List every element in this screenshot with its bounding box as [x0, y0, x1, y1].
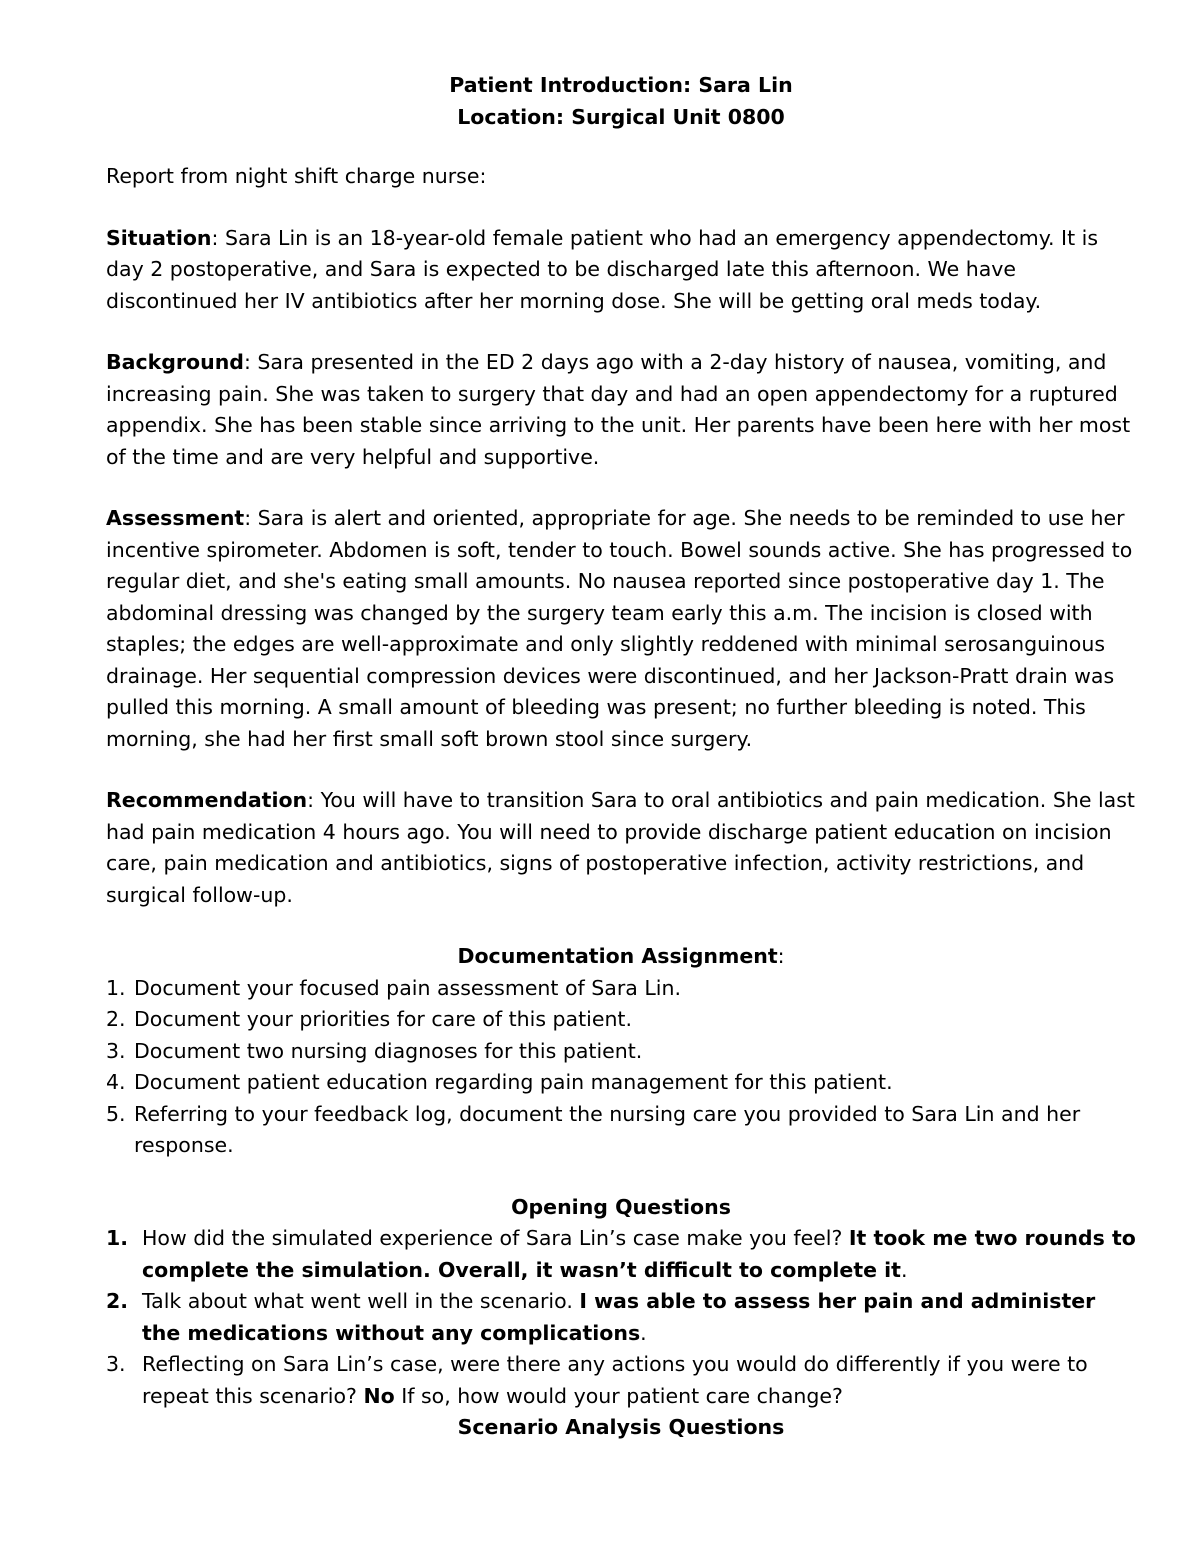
- assessment-text: : Sara is alert and oriented, appropriate for age. She needs to be reminded to use her incentive spirometer. Abdomen is soft, tender to touch. Bowel sounds active. She has progressed to regular diet, and she's eating small amounts. No nausea reported since postoperative day 1. The abdominal dressing was changed by the surgery team early this a.m. The incision is closed with staples; the edges are well-approximate and only slightly reddened with minimal serosanguinous drainage. Her sequential compression devices were discontinued, and her Jackson-Pratt drain was pulled this morning. A small amount of bleeding was present; no further bleeding is noted. This morning, she had her first small soft brown stool since surgery.: [106, 506, 1133, 751]
- situation-text: : Sara Lin is an 18-year-old female patient who had an emergency appendectomy. It is day 2 postoperative, and Sara is expected to be discharged late this afternoon. We have discontinued her IV antibiotics after her morning dose. She will be getting oral meds today.: [106, 225, 1098, 313]
- answer-text: I was able to assess her pain and administer the medications without any complications: [142, 1289, 1096, 1345]
- question-text: Reflecting on Sara Lin’s case, were there any actions you would do differently if you were to repeat this scenario?: [142, 1352, 1088, 1408]
- question-number: 3.: [106, 1352, 126, 1376]
- question-item: [106, 1286, 1136, 1349]
- list-item-text: Document patient education regarding pain management for this patient.: [134, 1070, 893, 1094]
- documentation-heading-text: Documentation Assignment: [457, 944, 778, 968]
- background-text: : Sara presented in the ED 2 days ago with a 2-day history of nausea, vomiting, and increasing pain. She was taken to surgery that day and had an open appendectomy for a ruptured appendix. She has been stable since arriving to the unit. Her parents have been here with her most of the time and are very helpful and supportive.: [106, 350, 1131, 469]
- title-value: : Sara Lin: [683, 73, 793, 97]
- list-item-text: Referring to your feedback log, document the nursing care you provided to Sara Lin and her response.: [134, 1101, 1081, 1157]
- list-item: [106, 1099, 1136, 1162]
- question-tail: .: [900, 1257, 908, 1282]
- list-item-number: 3.: [106, 1038, 126, 1063]
- background-label: Background: [106, 350, 244, 374]
- location-value: : Surgical Unit 0800: [555, 104, 785, 129]
- question-item: [106, 1349, 1136, 1412]
- list-item-text: Document your priorities for care of this patient.: [134, 1007, 632, 1031]
- recommendation-label: Recommendation: [106, 788, 308, 812]
- question-tail: If so, how would your patient care change?: [394, 1383, 843, 1408]
- answer-text: It took me two rounds to complete the simulation. Overall, it wasn’t difficult to complete it: [142, 1226, 1136, 1282]
- list-item-number: 1.: [106, 975, 126, 1000]
- report-intro: Report from night shift charge nurse:: [106, 164, 487, 188]
- documentation-list: [106, 973, 1136, 1162]
- answer-text: No: [363, 1383, 395, 1408]
- document-page: [106, 70, 1136, 1444]
- location-label: Location: [457, 104, 556, 129]
- recommendation-text: : You will have to transition Sara to oral antibiotics and pain medication. She last had pain medication 4 hours ago. You will need to provide discharge patient education on incision care, pain medication and antibiotics, signs of postoperative infection, activity restrictions, and surgical follow-up.: [106, 788, 1135, 907]
- list-item: [106, 1067, 1136, 1099]
- list-item: [106, 1004, 1136, 1036]
- opening-questions-heading: Opening Questions: [511, 1194, 731, 1219]
- background-paragraph: [106, 347, 1136, 473]
- assessment-paragraph: [106, 503, 1136, 755]
- list-item: [106, 973, 1136, 1005]
- list-item-text: Document your focused pain assessment of Sara Lin.: [134, 975, 681, 1000]
- question-number: 1.: [106, 1226, 129, 1250]
- list-item: [106, 1036, 1136, 1068]
- question-item: [106, 1223, 1136, 1286]
- page-title: [106, 70, 1136, 102]
- documentation-heading-suffix: :: [777, 944, 785, 968]
- situation-paragraph: [106, 223, 1136, 318]
- list-item-text: Document two nursing diagnoses for this patient.: [134, 1038, 643, 1063]
- question-number: 2.: [106, 1289, 129, 1313]
- opening-questions-list: [106, 1223, 1136, 1412]
- assessment-label: Assessment: [106, 506, 245, 530]
- documentation-heading: [106, 941, 1136, 973]
- question-text: How did the simulated experience of Sara Lin’s case make you feel?: [142, 1226, 849, 1250]
- question-text: Talk about what went well in the scenario.: [142, 1289, 580, 1313]
- recommendation-paragraph: [106, 785, 1136, 911]
- location-line: [106, 102, 1136, 134]
- scenario-analysis-heading: Scenario Analysis Questions: [457, 1415, 785, 1439]
- list-item-number: 2.: [106, 1007, 126, 1031]
- title-label: Patient Introduction: [449, 73, 683, 97]
- list-item-number: 5.: [106, 1101, 126, 1126]
- question-tail: .: [640, 1320, 647, 1345]
- list-item-number: 4.: [106, 1070, 126, 1094]
- situation-label: Situation: [106, 225, 212, 250]
